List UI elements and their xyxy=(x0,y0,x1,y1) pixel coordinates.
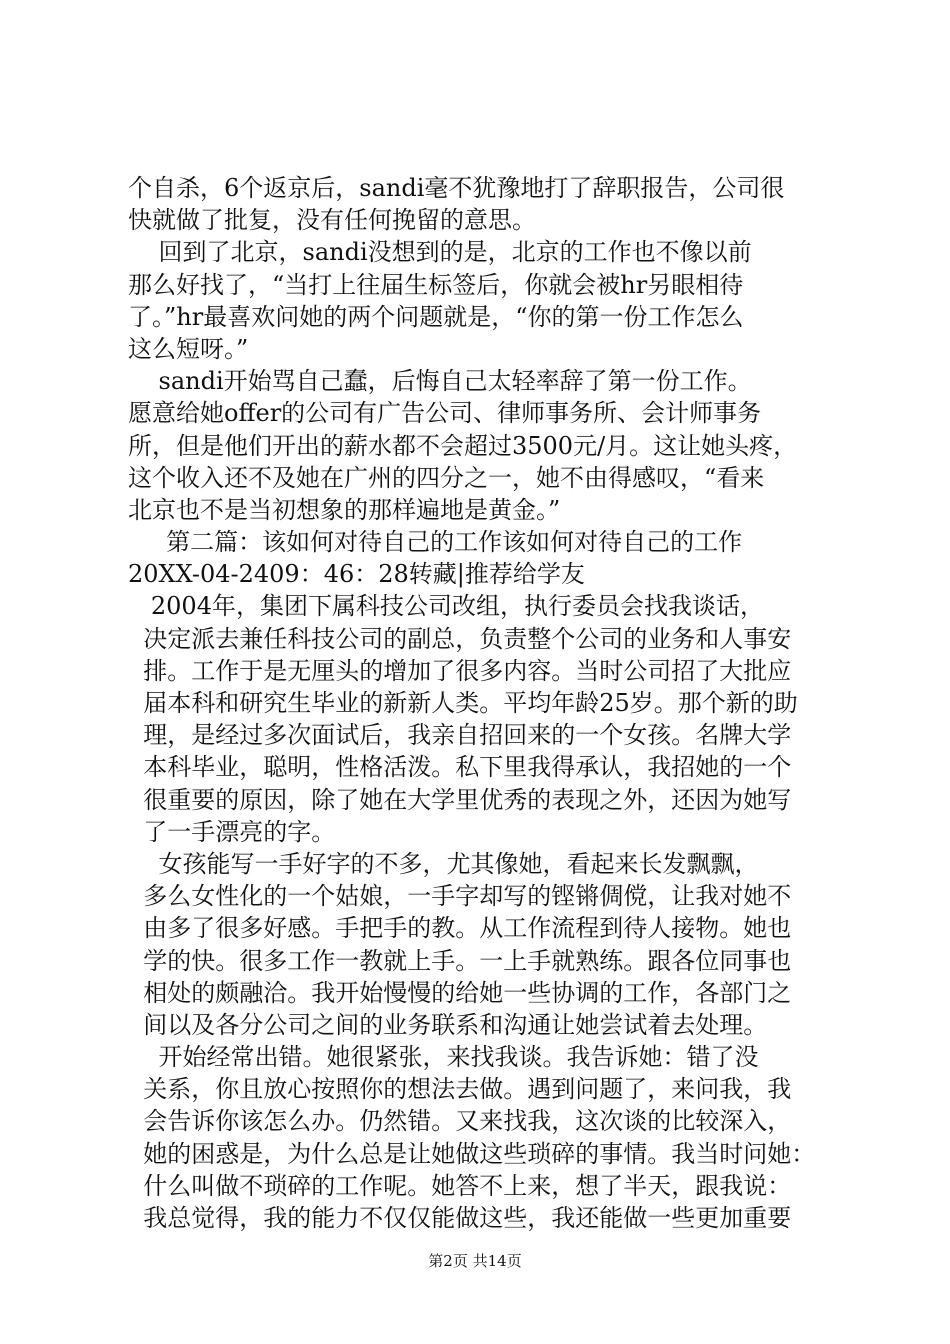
text-line: 很重要的原因，除了她在大学里优秀的表现之外，还因为她写 xyxy=(128,785,792,814)
text-line: 间以及各分公司之间的业务联系和沟通让她尝试着去处理。 xyxy=(128,1010,768,1039)
text-line: 相处的颇融洽。我开始慢慢的给她一些协调的工作，各部门之 xyxy=(128,978,792,1007)
text-line: 愿意给她offer的公司有广告公司、律师事务所、会计师事务 xyxy=(128,399,762,428)
section-heading: 第二篇：该如何对待自己的工作该如何对待自己的工作 xyxy=(128,528,743,557)
text-line: 这个收入还不及她在广州的四分之一，她不由得感叹，“看来 xyxy=(128,463,765,492)
text-line: 理，是经过多次面试后，我亲自招回来的一个女孩。名牌大学 xyxy=(128,721,792,750)
text-line: 关系，你且放心按照你的想法去做。遇到问题了，来问我，我 xyxy=(128,1075,792,1104)
text-line: 多么女性化的一个姑娘，一手字却写的铿锵倜傥，让我对她不 xyxy=(128,882,792,911)
text-line: 了一手漂亮的字。 xyxy=(128,817,336,846)
text-line: 排。工作于是无厘头的增加了很多内容。当时公司招了大批应 xyxy=(128,656,792,685)
text-line: 开始经常出错。她很紧张，来找我谈。我告诉她：错了没 xyxy=(128,1043,759,1072)
text-line: 学的快。很多工作一教就上手。一上手就熟练。跟各位同事也 xyxy=(128,946,792,975)
text-line: 由多了很多好感。手把手的教。从工作流程到待人接物。她也 xyxy=(128,914,792,943)
text-line: 她的困惑是，为什么总是让她做这些琐碎的事情。我当时问她： xyxy=(128,1139,816,1168)
article-meta: 20XX-04-2409：46：28转藏|推荐给学友 xyxy=(128,560,585,589)
text-line: 回到了北京，sandi没想到的是，北京的工作也不像以前 xyxy=(128,238,752,267)
text-line: 本科毕业，聪明，性格活泼。私下里我得承认，我招她的一个 xyxy=(128,753,792,782)
text-line: 这么短呀。” xyxy=(128,334,249,363)
text-line: 女孩能写一手好字的不多，尤其像她，看起来长发飘飘， xyxy=(128,849,759,878)
text-line: sandi开始骂自己蠢，后悔自己太轻率辞了第一份工作。 xyxy=(128,367,752,396)
text-line: 2004年，集团下属科技公司改组，执行委员会找我谈话， xyxy=(128,592,764,621)
text-line: 我总觉得，我的能力不仅仅能做这些，我还能做一些更加重要 xyxy=(128,1204,792,1232)
text-line: 北京也不是当初想象的那样遍地是黄金。” xyxy=(128,495,561,524)
text-line: 那么好找了，“当打上往届生标签后，你就会被hr另眼相待 xyxy=(128,270,744,299)
text-line: 所，但是他们开出的薪水都不会超过3500元/月。这让她头疼， xyxy=(128,431,798,460)
text-line: 快就做了批复，没有任何挽留的意思。 xyxy=(128,206,536,235)
text-line: 个自杀，6个返京后，sandi毫不犹豫地打了辞职报告，公司很 xyxy=(128,174,785,202)
text-line: 了。”hr最喜欢问她的两个问题就是，“你的第一份工作怎么 xyxy=(128,302,744,331)
text-line: 会告诉你该怎么办。仍然错。又来找我，这次谈的比较深入， xyxy=(128,1107,792,1136)
text-line: 决定派去兼任科技公司的副总，负责整个公司的业务和人事安 xyxy=(128,624,792,653)
page-number-footer: 第2页 共14页 xyxy=(428,1252,522,1270)
document-body xyxy=(128,172,832,1234)
text-line: 届本科和研究生毕业的新新人类。平均年龄25岁。那个新的助 xyxy=(128,689,798,717)
text-line: 什么叫做不琐碎的工作呢。她答不上来，想了半天，跟我说： xyxy=(128,1171,792,1200)
